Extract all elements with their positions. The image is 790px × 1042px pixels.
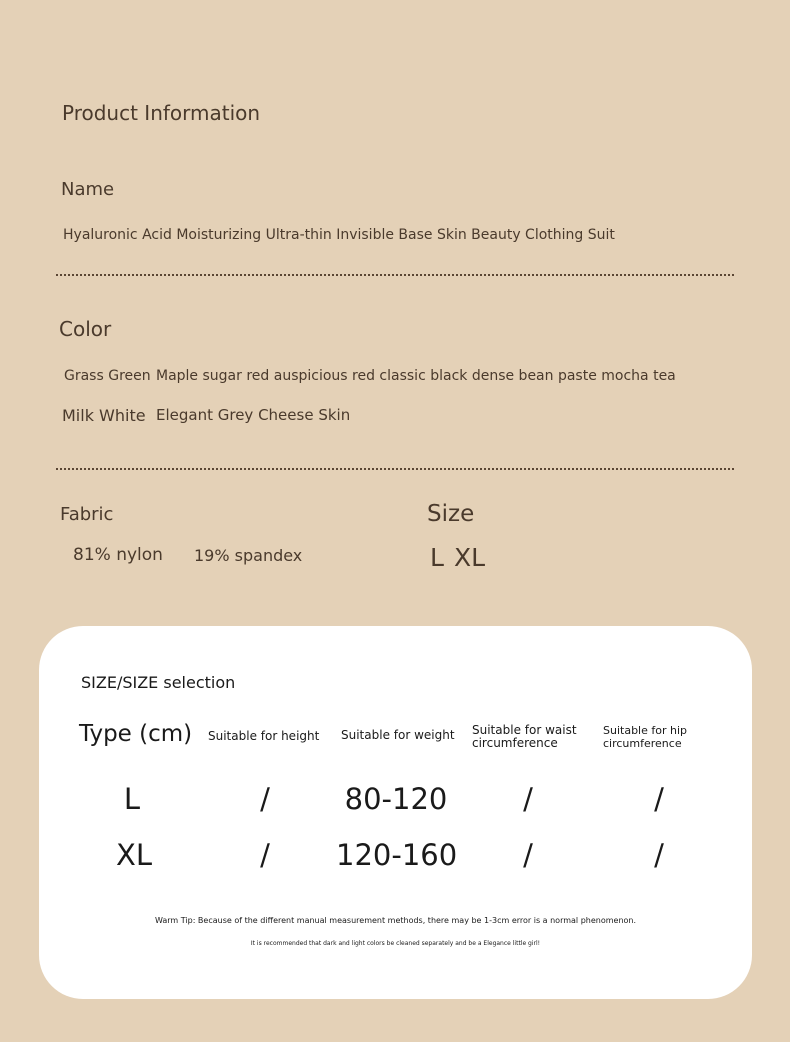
table-cell: / bbox=[654, 782, 664, 816]
color-label: Color bbox=[59, 317, 112, 341]
fabric-item: 19% spandex bbox=[194, 546, 303, 565]
table-cell: 120-160 bbox=[336, 838, 458, 872]
page-title: Product Information bbox=[62, 101, 261, 125]
warm-tip: Warm Tip: Because of the different manual measurement methods, there may be 1-3cm error is a normal phenomenon. bbox=[154, 916, 637, 925]
size-label: Size bbox=[427, 501, 475, 527]
table-header: Suitable for height bbox=[208, 729, 320, 743]
table-cell: 80-120 bbox=[344, 782, 448, 816]
table-header: Suitable for waist circumference bbox=[472, 723, 577, 750]
product-name: Hyaluronic Acid Moisturizing Ultra-thin Invisible Base Skin Beauty Clothing Suit bbox=[63, 227, 615, 243]
table-cell: L bbox=[123, 782, 141, 816]
table-header: Suitable for hip circumference bbox=[603, 724, 687, 750]
fabric-item: 81% nylon bbox=[73, 545, 163, 565]
care-tip: It is recommended that dark and light colors be cleaned separately and be a Elegance little girl! bbox=[250, 940, 541, 947]
divider bbox=[56, 274, 734, 276]
table-cell: XL bbox=[115, 838, 153, 872]
fabric-label: Fabric bbox=[60, 504, 114, 525]
color-option-name: Grass Green bbox=[64, 368, 151, 384]
table-header: Suitable for weight bbox=[341, 728, 455, 742]
color-option-desc: Elegant Grey Cheese Skin bbox=[156, 406, 351, 424]
table-cell: / bbox=[523, 782, 533, 816]
size-value: XL bbox=[454, 543, 486, 572]
color-option-desc: Maple sugar red auspicious red classic black dense bean paste mocha tea bbox=[156, 368, 676, 384]
size-chart-card bbox=[39, 626, 752, 999]
table-cell: / bbox=[260, 782, 270, 816]
size-value: L bbox=[430, 543, 444, 572]
table-cell: / bbox=[260, 838, 270, 872]
table-header: Type (cm) bbox=[79, 721, 193, 747]
divider bbox=[56, 468, 734, 470]
color-option-name: Milk White bbox=[62, 406, 146, 425]
table-cell: / bbox=[654, 838, 664, 872]
size-chart-title: SIZE/SIZE selection bbox=[81, 673, 236, 692]
name-label: Name bbox=[61, 179, 115, 200]
table-cell: / bbox=[523, 838, 533, 872]
